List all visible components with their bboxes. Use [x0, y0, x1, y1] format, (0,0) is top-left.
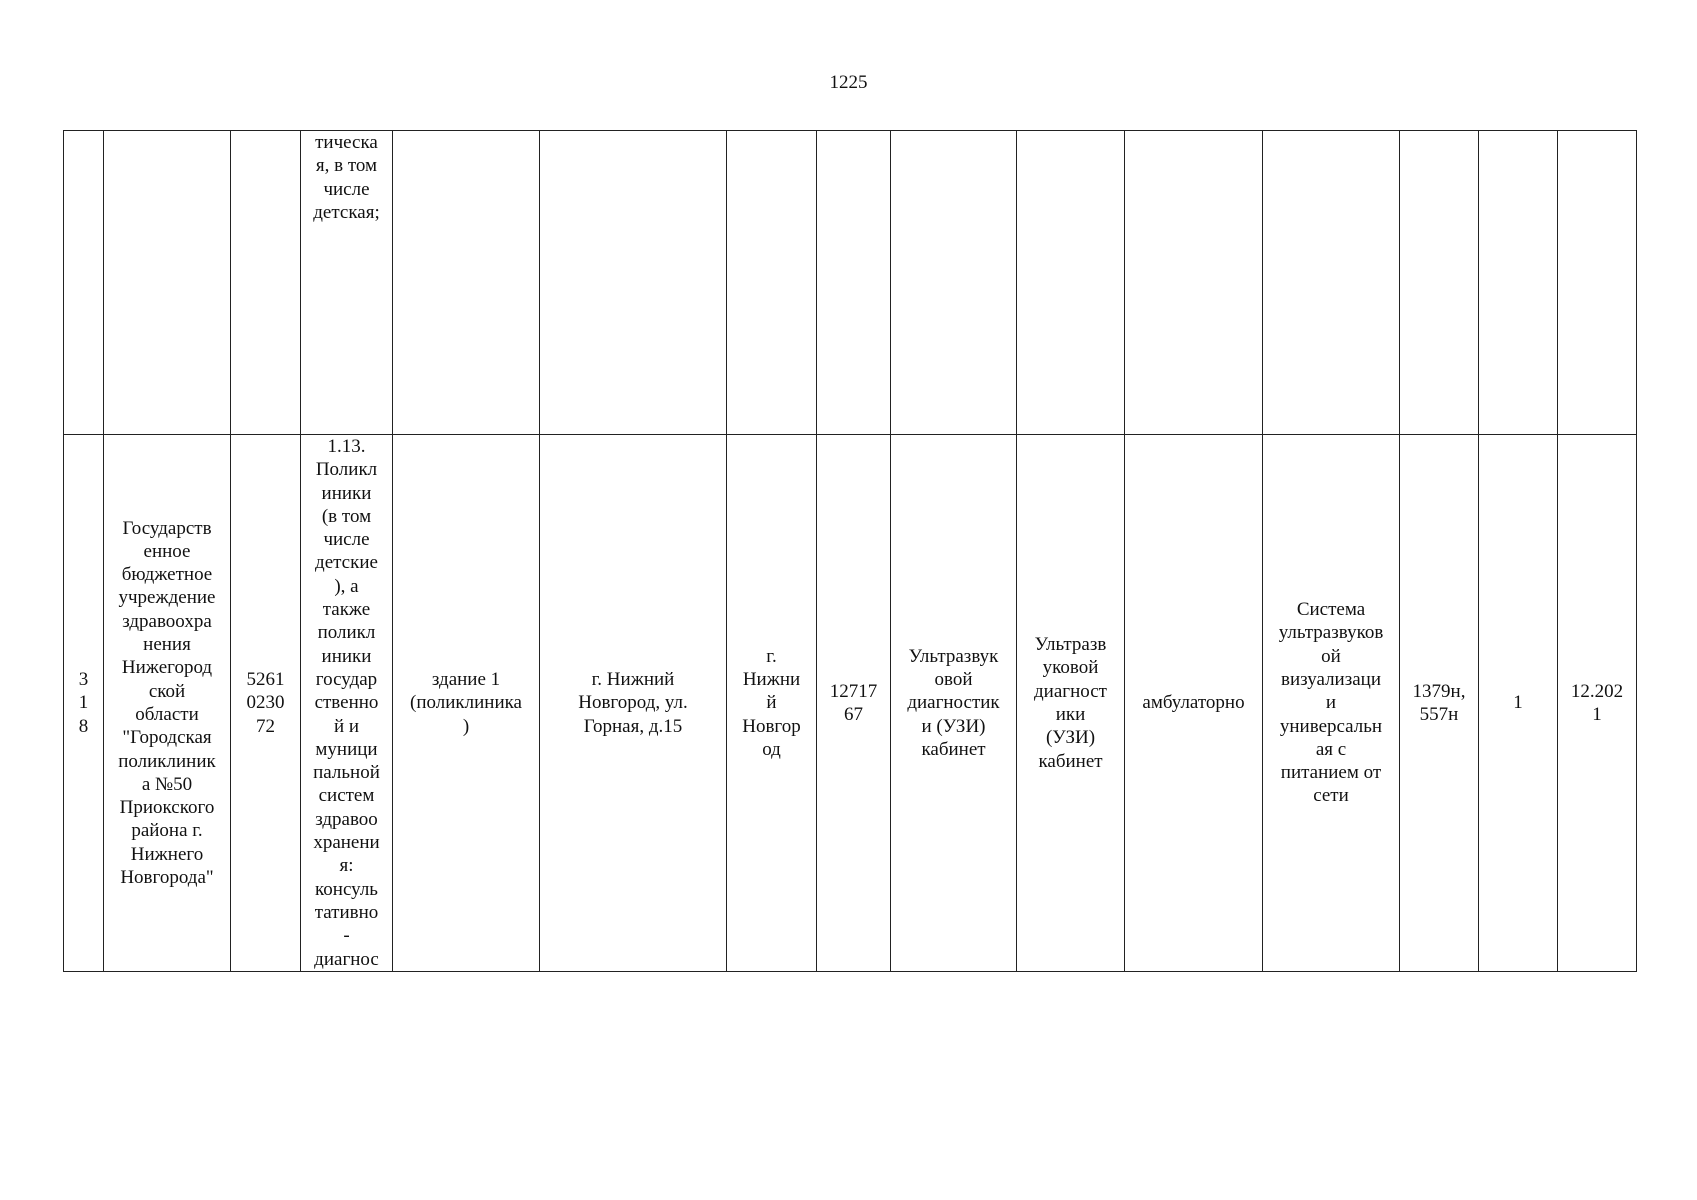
cell-unit: [1017, 435, 1125, 972]
cell-text-line: пальной: [313, 762, 380, 784]
cell-text-line: 5261: [246, 668, 285, 690]
cell-text-line: государ: [315, 668, 378, 690]
cell-text-line: также: [322, 599, 371, 621]
cell-text-line: здание 1: [431, 668, 501, 690]
cell-text-line: г. Нижний: [591, 668, 675, 690]
cell-text-line: поликлиник: [118, 750, 216, 772]
cell-building: [393, 131, 540, 435]
cell-text-line: здравоо: [315, 808, 378, 830]
cell-text-line: я, в том: [315, 155, 378, 177]
table-row-continued: [64, 131, 1637, 435]
cell-text-line: ственно: [314, 692, 379, 714]
cell-care-condition: [1125, 131, 1263, 435]
cell-text-line: ), а: [334, 575, 359, 597]
cell-inn: [231, 131, 301, 435]
cell-text-line: детские: [315, 552, 378, 574]
cell-equipment: [1263, 131, 1400, 435]
cell-text-line: 1: [1592, 703, 1602, 725]
cell-text-line: кабинет: [1038, 750, 1103, 772]
cell-text-line: Система: [1296, 599, 1366, 621]
cell-text-line: ультразвуков: [1278, 622, 1384, 644]
page-number: 1225: [829, 72, 868, 93]
cell-number: [64, 435, 104, 972]
cell-text-line: 3: [78, 668, 89, 690]
cell-text-line: Нижегород: [121, 657, 213, 679]
cell-building: [393, 435, 540, 972]
cell-number: [64, 131, 104, 435]
cell-text-line: (в том: [321, 505, 372, 527]
cell-city: [727, 435, 817, 972]
cell-quantity: 1: [1479, 435, 1558, 972]
cell-text-line: 0230: [246, 692, 285, 714]
cell-text-line: кабинет: [921, 738, 986, 760]
cell-text-line: ): [462, 715, 470, 737]
cell-equipment: [1263, 435, 1400, 972]
cell-orders: [1400, 435, 1479, 972]
cell-text-line: ая с: [1315, 738, 1347, 760]
cell-text-line: Нижни: [742, 668, 801, 690]
cell-text-line: (УЗИ): [1045, 727, 1096, 749]
cell-text-line: -: [343, 925, 350, 947]
cell-text-line: здравоохра: [122, 610, 212, 632]
cell-text-line: (поликлиника: [410, 692, 522, 714]
cell-text-line: универсальн: [1279, 715, 1383, 737]
cell-text-line: тическа: [315, 132, 378, 153]
cell-text-line: "Городская: [122, 727, 212, 749]
cell-text-line: тативно: [314, 901, 379, 923]
cell-text-line: й: [766, 692, 777, 714]
cell-quantity: [1479, 131, 1558, 435]
cell-text-line: и (УЗИ): [921, 715, 986, 737]
cell-text-line: и: [1325, 692, 1337, 714]
cell-text-line: 12717: [829, 680, 878, 702]
cell-text-line: числе: [323, 178, 370, 200]
cell-text-line: Ультразвук: [908, 645, 999, 667]
cell-text-line: бюджетное: [121, 564, 213, 586]
cell-text-line: муници: [315, 738, 378, 760]
cell-text-line: од: [762, 738, 781, 760]
cell-text-line: поликл: [317, 622, 376, 644]
cell-text-line: енное: [143, 540, 191, 562]
cell-organization: [104, 131, 231, 435]
cell-text-line: диагнос: [314, 948, 379, 970]
table-row: [64, 435, 1637, 972]
cell-text-line: учреждение: [118, 587, 216, 609]
cell-text-line: 557н: [1419, 703, 1459, 725]
cell-text-line: Нижнего: [130, 843, 204, 865]
cell-text-line: диагностик: [907, 692, 1000, 714]
cell-address: [540, 131, 727, 435]
cell-text-line: ской: [148, 680, 186, 702]
cell-text-line: Приокского: [119, 797, 215, 819]
cell-text-line: 1.13.: [327, 436, 366, 457]
cell-profile: [301, 435, 393, 972]
cell-inn: [231, 435, 301, 972]
cell-text-line: а №50: [141, 773, 193, 795]
cell-text-line: Поликл: [315, 459, 378, 481]
cell-text-line: иники: [321, 645, 372, 667]
cell-text-line: хранени: [313, 832, 380, 854]
cell-text-line: детская;: [313, 201, 380, 223]
cell-orders: [1400, 131, 1479, 435]
cell-text-line: 1: [78, 692, 89, 714]
cell-unit: [1017, 131, 1125, 435]
cell-text-line: сети: [1313, 785, 1349, 807]
cell-text-line: уковой: [1042, 657, 1099, 679]
cell-text-line: числе: [323, 529, 370, 551]
cell-text-line: нения: [143, 634, 191, 656]
cell-date: [1558, 131, 1637, 435]
cell-text-line: ой: [1321, 645, 1341, 667]
cell-text-line: я:: [339, 855, 354, 877]
cell-text-line: Горная, д.15: [583, 715, 683, 737]
cell-text-line: питанием от: [1280, 762, 1382, 784]
cell-text-line: й и: [333, 715, 360, 737]
cell-date: [1558, 435, 1637, 972]
cell-text-line: района г.: [131, 820, 203, 842]
cell-text-line: 8: [78, 715, 89, 737]
cell-text-line: Новгорода": [120, 866, 214, 888]
cell-text-line: области: [135, 703, 199, 725]
cell-text-line: Государств: [122, 517, 212, 539]
cell-text-line: консуль: [315, 878, 378, 900]
cell-profile: [301, 131, 393, 435]
cell-text-line: 67: [844, 703, 863, 725]
equipment-register-table: [63, 130, 1637, 972]
cell-text-line: 12.202: [1570, 680, 1624, 702]
cell-text-line: г.: [766, 645, 777, 667]
cell-text-line: 1379н,: [1412, 680, 1466, 702]
cell-code: [817, 435, 891, 972]
cell-code: [817, 131, 891, 435]
cell-organization: [104, 435, 231, 972]
cell-text-line: иники: [321, 482, 372, 504]
cell-text-line: Новгород, ул.: [578, 692, 688, 714]
cell-text-line: овой: [934, 668, 973, 690]
cell-care-condition: амбулаторно: [1125, 435, 1263, 972]
cell-text-line: диагност: [1034, 680, 1107, 702]
cell-text-line: ики: [1055, 703, 1086, 725]
cell-text-line: Новгор: [742, 715, 801, 737]
cell-text-line: визуализаци: [1280, 668, 1382, 690]
cell-text-line: 72: [256, 715, 275, 737]
cell-cabinet: [891, 435, 1017, 972]
cell-text-line: систем: [318, 785, 375, 807]
cell-cabinet: [891, 131, 1017, 435]
cell-address: [540, 435, 727, 972]
cell-text-line: Ультразв: [1034, 634, 1107, 656]
cell-city: [727, 131, 817, 435]
